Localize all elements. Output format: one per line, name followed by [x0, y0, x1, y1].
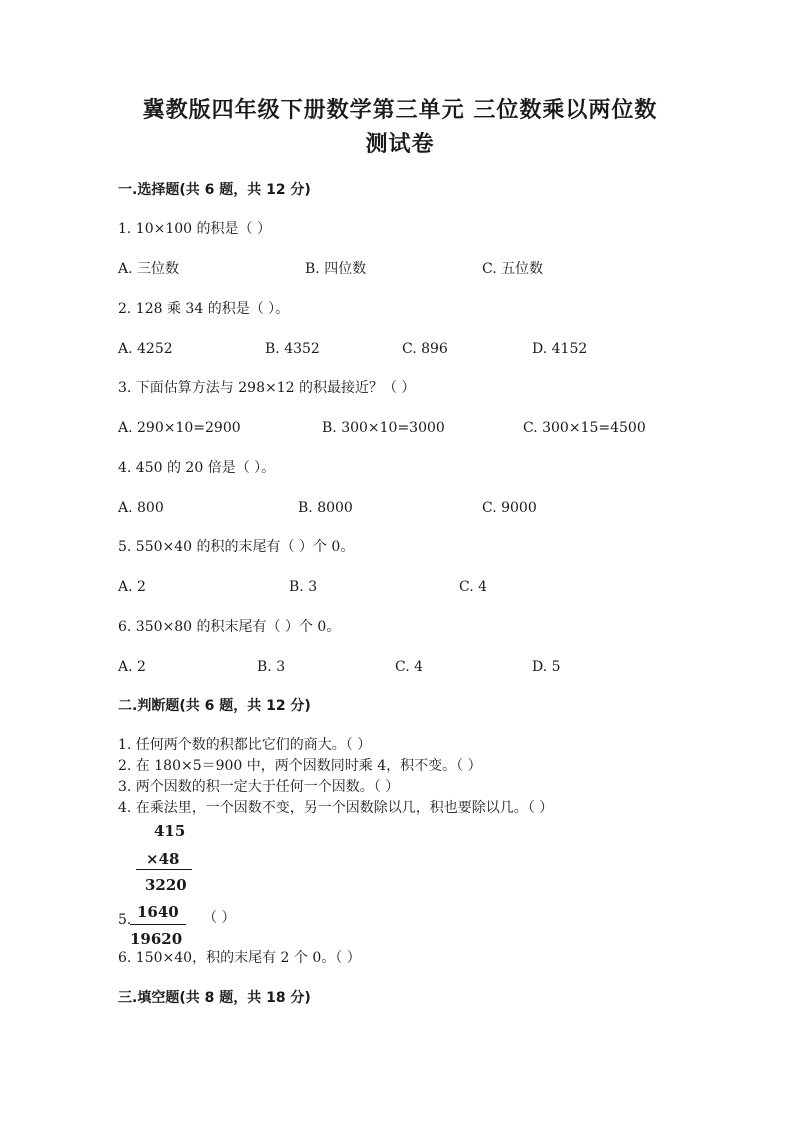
question-text: 6. 350×80 的积末尾有（ ）个 0。	[118, 619, 341, 635]
option: C. 896	[402, 341, 448, 357]
page-title-line2: 测试卷	[365, 132, 435, 157]
option: B. 4352	[265, 341, 320, 357]
option: D. 4152	[532, 341, 588, 357]
question-text: 1. 10×100 的积是（ ）	[118, 221, 271, 237]
question-text: 4. 450 的 20 倍是（ ）。	[118, 460, 276, 476]
option: C. 4	[395, 659, 424, 675]
calc-multiplier: ×48	[146, 850, 180, 868]
page-title-line1: 冀教版四年级下册数学第三单元 三位数乘以两位数	[142, 98, 658, 123]
question-text: 6. 150×40，积的末尾有 2 个 0。（ ）	[118, 950, 361, 966]
section-heading-judge: 二.判断题(共 6 题，共 12 分)	[118, 698, 311, 714]
option: A. 4252	[118, 341, 173, 357]
option: B. 300×10=3000	[322, 420, 445, 436]
question-text: 2. 在 180×5＝900 中，两个因数同时乘 4，积不变。（ ）	[118, 758, 482, 774]
question-text: 2. 128 乘 34 的积是（ ）。	[118, 301, 290, 317]
calc-partial-product: 1640	[137, 903, 179, 921]
question-text: 5. 550×40 的积的末尾有（ ）个 0。	[118, 539, 355, 555]
option: B. 3	[257, 659, 286, 675]
option: A. 290×10=2900	[118, 420, 241, 436]
option: A. 2	[118, 659, 146, 675]
question-text: 3. 两个因数的积一定大于任何一个因数。（ ）	[118, 779, 400, 795]
calc-result: 19620	[130, 930, 183, 948]
section-heading-fill: 三.填空题(共 8 题，共 18 分)	[118, 990, 311, 1006]
question-text: 1. 任何两个数的积都比它们的商大。（ ）	[118, 737, 372, 753]
option: B. 四位数	[305, 261, 367, 277]
option: C. 300×15=4500	[523, 420, 646, 436]
option: C. 4	[459, 579, 488, 595]
option: C. 9000	[482, 500, 537, 516]
calc-rule	[136, 869, 192, 870]
calc-rule	[130, 924, 186, 925]
calc-partial-product: 3220	[145, 876, 187, 894]
question-text: 4. 在乘法里，一个因数不变，另一个因数除以几，积也要除以几。（ ）	[118, 800, 554, 816]
answer-blank: （ ）	[203, 910, 236, 926]
calc-multiplicand: 415	[154, 822, 186, 840]
option: A. 800	[118, 500, 164, 516]
question-text: 3. 下面估算方法与 298×12 的积最接近？（ ）	[118, 380, 416, 396]
option: A. 三位数	[118, 261, 180, 277]
option: C. 五位数	[482, 261, 544, 277]
section-heading-choice: 一.选择题(共 6 题，共 12 分)	[118, 182, 311, 198]
option: D. 5	[532, 659, 561, 675]
option: A. 2	[118, 579, 146, 595]
option: B. 3	[289, 579, 318, 595]
question-number: 5.	[118, 912, 132, 928]
option: B. 8000	[298, 500, 353, 516]
